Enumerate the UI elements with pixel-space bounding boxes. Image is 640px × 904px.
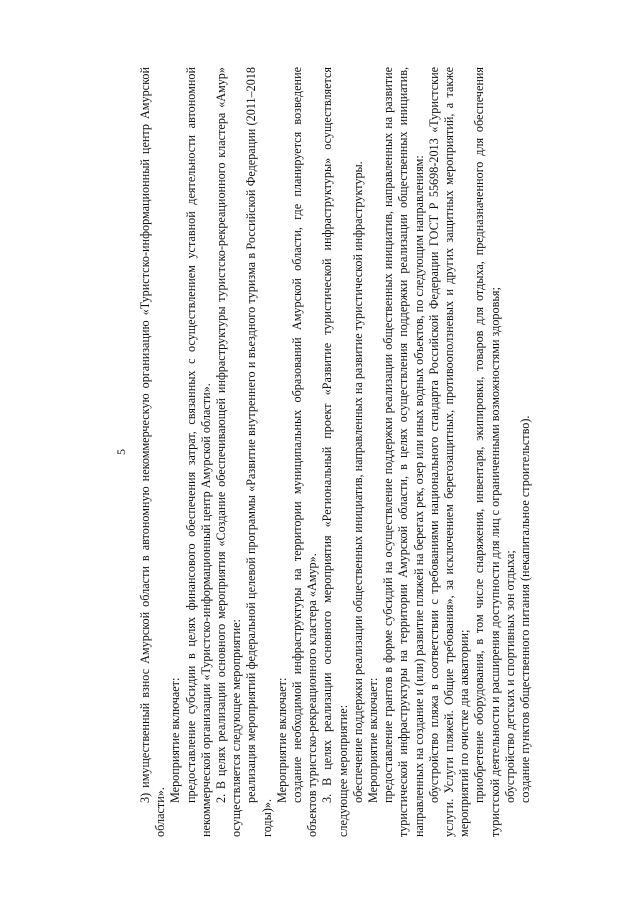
paragraph: Мероприятие включает:: [168, 677, 183, 803]
paragraph: 3. В целях реализации основного мероприятия «Региональный проект «Развитие туристической инфраструктуры» осуществляется следующее мероприятие:: [320, 67, 350, 837]
paragraph: 3) имущественный взнос Амурской области в автономную некоммерческую организацию «Туристско-информационный центр Амурской области».: [138, 67, 168, 837]
page-number: 5: [114, 449, 128, 455]
paragraph: обустройство детских и спортивных зон отдыха;: [502, 550, 517, 803]
paragraph: обустройство пляжа в соответствии с требованиями национального стандарта Российской Федерации ГОСТ Р 55698-2013 «Туристские услуги. Услуги пляжей. Общие требования», за исключением берегозащитных, противооползневых и других защитных мероприятий, а также мероприятий по очистке дна акватории;: [426, 67, 472, 837]
paragraph: предоставление грантов в форме субсидий на осуществление поддержки реализации общественных инициатив, направленных на развитие туристической инфраструктуры на территории Амурской области, в целях осуществления поддержки реализации общественных инициатив, направленных на создание и (или) развитие пляжей на берегах рек, озер или иных водных объектов, по следующим направлениям:: [381, 67, 426, 837]
rotated-text-block: [110, 67, 533, 837]
paragraph: приобретение оборудования, в том числе снаряжения, инвентаря, экипировки, товаров для отдыха, предназначенного для обеспечения туристской деятельности и расширения доступности для лиц с ограниченными возможностями здоровья;: [472, 67, 502, 837]
paragraph: обеспечение поддержки реализации общественных инициатив, направленных на развитие туристической инфраструктуры.: [350, 161, 365, 803]
document-body: [138, 67, 533, 837]
paragraph: Мероприятие включает:: [366, 677, 381, 803]
paragraph: реализация мероприятий федеральной целевой программы «Развитие внутреннего и въездного туризма в Российской Федерации (2011–2018 годы)».: [244, 67, 274, 837]
paragraph: создание необходимой инфраструктуры на территории муниципальных образований Амурской области, где планируется возведение объектов туристско-рекреационного кластера «Амур».: [290, 67, 320, 837]
paragraph: создание пунктов общественного питания (некапитальное строительство).: [518, 415, 533, 803]
paragraph: 2. В целях реализации основного мероприятия «Создание обеспечивающей инфраструктуры туристско-рекреационного кластера «Амур» осуществляется следующее мероприятие:: [214, 67, 244, 837]
paragraph: предоставление субсидии в целях финансового обеспечения затрат, связанных с осуществлением уставной деятельности автономной некоммерческой организации «Туристско-информационный центр Амурской области».: [183, 67, 213, 837]
paragraph: Мероприятие включает:: [274, 677, 289, 803]
